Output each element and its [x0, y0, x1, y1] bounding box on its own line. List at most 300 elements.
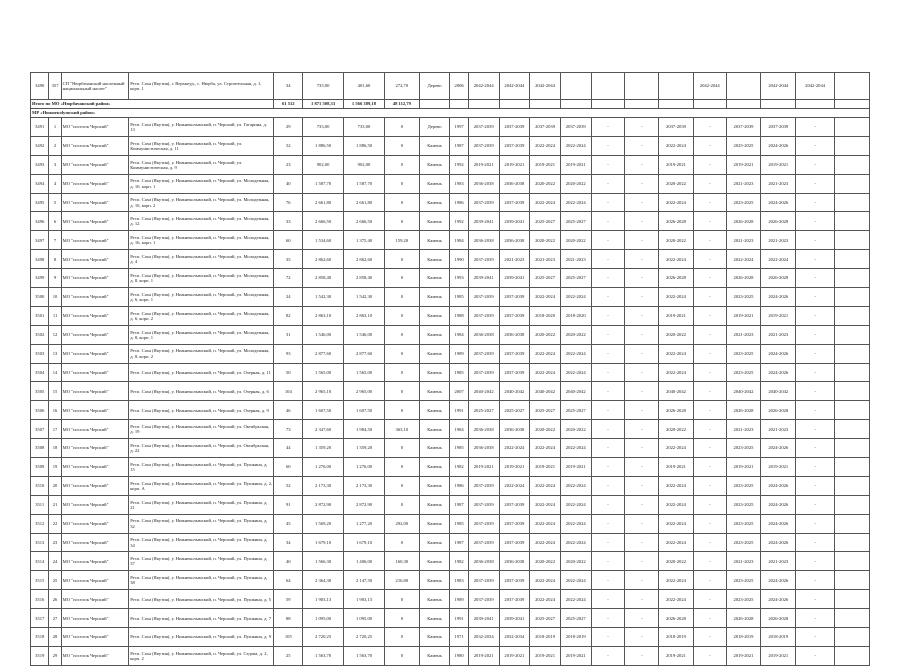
table-cell: 2022-2024: [659, 250, 694, 269]
table-cell: 2020-2022: [659, 552, 694, 571]
table-cell: 2026-2028: [659, 212, 694, 231]
table-cell: -: [591, 118, 625, 137]
table-cell: 2037-2039: [499, 193, 530, 212]
table-cell: МО "поселок Черский": [61, 420, 129, 439]
table-cell: -: [693, 136, 726, 155]
table-cell: -: [625, 571, 659, 590]
table-cell: 160,30: [384, 552, 419, 571]
table-row: [31, 420, 870, 439]
table-cell: 2037-2039: [659, 118, 694, 137]
table-cell: Респ. Саха (Якутия), у. Нижнеколымский, п. Черский, ул. Пушкина, д. 2, корп. А: [129, 476, 274, 495]
table-cell: [835, 325, 870, 344]
table-cell: 3503: [31, 344, 49, 363]
empty-cell: [659, 100, 694, 109]
table-cell: 7: [49, 231, 61, 250]
table-cell: МО "поселок Черский": [61, 646, 129, 665]
table-cell: 3501: [31, 306, 49, 325]
table-cell: -: [693, 458, 726, 477]
table-cell: 3492: [31, 136, 49, 155]
table-cell: 3517: [31, 609, 49, 628]
table-cell: [835, 401, 870, 420]
table-cell: 0: [384, 495, 419, 514]
table-cell: МО "поселок Черский": [61, 495, 129, 514]
table-cell: [835, 118, 870, 137]
table-cell: 2037-2039: [499, 571, 530, 590]
table-cell: 34: [274, 73, 303, 100]
table-cell: 2023-2025: [726, 476, 761, 495]
table-cell: 2036-2038: [499, 325, 530, 344]
table-cell: Респ. Саха (Якутия), у. Нижнеколымский, п. Черский, ул. Коммунистическая, д. 9: [129, 155, 274, 174]
table-cell: 2022-2024: [530, 363, 561, 382]
table-cell: 2022-2024: [659, 495, 694, 514]
table-cell: -: [625, 628, 659, 647]
table-row: [31, 646, 870, 665]
table-cell: 159,20: [384, 231, 419, 250]
table-cell: 2 877,60: [344, 344, 385, 363]
table-cell: 2037-2039: [499, 344, 530, 363]
table-cell: Камень: [419, 231, 450, 250]
table-cell: МО "поселок Черский": [61, 590, 129, 609]
table-cell: Респ. Саха (Якутия), у. Нижнеколымский, п. Черский, ул. Молодежная, д. 10, корп. 1: [129, 174, 274, 193]
table-cell: 0: [384, 118, 419, 137]
table-cell: 2036-2038: [499, 231, 530, 250]
table-cell: 2040-2042: [468, 382, 499, 401]
table-cell: 2037-2039: [499, 590, 530, 609]
table-cell: -: [693, 590, 726, 609]
table-cell: Камень: [419, 363, 450, 382]
table-cell: [835, 363, 870, 382]
table-cell: [835, 250, 870, 269]
table-cell: -: [796, 288, 835, 307]
table-cell: [835, 155, 870, 174]
table-cell: 2022-2024: [659, 288, 694, 307]
table-cell: -: [625, 646, 659, 665]
table-cell: 0: [384, 212, 419, 231]
table-cell: 1983: [450, 571, 468, 590]
table-cell: 735,00: [303, 73, 344, 100]
table-cell: 2019-2021: [499, 155, 530, 174]
table-cell: -: [591, 325, 625, 344]
table-cell: Камень: [419, 193, 450, 212]
table-cell: 91: [274, 495, 303, 514]
table-row: [31, 250, 870, 269]
table-cell: МО "поселок Черский": [61, 533, 129, 552]
table-cell: 2022-2024: [530, 439, 561, 458]
table-cell: 2040-2042: [530, 382, 561, 401]
table-cell: Респ. Саха (Якутия), у. Нижнеколымский, п. Черский, ул. Молодежная, д. 6, корп. 1: [129, 288, 274, 307]
table-cell: МО "поселок Черский": [61, 212, 129, 231]
table-cell: 0: [384, 590, 419, 609]
table-cell: 2026-2028: [659, 269, 694, 288]
table-cell: 2022-2024: [530, 193, 561, 212]
table-cell: 1986: [450, 476, 468, 495]
table-cell: [591, 73, 625, 100]
table-cell: МО "поселок Черский": [61, 231, 129, 250]
table-cell: -: [693, 155, 726, 174]
table-cell: 1971: [450, 628, 468, 647]
table-cell: 0: [384, 458, 419, 477]
table-cell: 2036-2038: [468, 174, 499, 193]
table-cell: 2021-2023: [761, 325, 796, 344]
table-cell: 292,00: [384, 514, 419, 533]
table-cell: 2042-2044: [796, 73, 835, 100]
table-cell: 2026-2028: [726, 401, 761, 420]
empty-cell: [468, 100, 499, 109]
empty-cell: [796, 100, 835, 109]
table-cell: 1985: [450, 288, 468, 307]
table-cell: 2022-2024: [560, 533, 591, 552]
table-cell: 2022-2024: [659, 514, 694, 533]
table-cell: 2 173,30: [303, 476, 344, 495]
table-cell: 2024-2026: [761, 344, 796, 363]
table-cell: -: [591, 382, 625, 401]
table-cell: 3513: [31, 533, 49, 552]
table-cell: 1 277,20: [344, 514, 385, 533]
table-cell: 2 364,30: [303, 571, 344, 590]
total-value: 61 512: [274, 100, 303, 109]
table-row: [31, 136, 870, 155]
table-cell: 0: [384, 646, 419, 665]
table-cell: 2020-2022: [659, 231, 694, 250]
table-cell: 3499: [31, 269, 49, 288]
table-cell: [835, 495, 870, 514]
table-row: [31, 73, 870, 100]
table-cell: Респ. Саха (Якутия), у. Нижнеколымский, п. Черский, ул. Молодежная, д. 4: [129, 250, 274, 269]
table-cell: 1 095,00: [344, 609, 385, 628]
table-cell: 2037-2039: [499, 514, 530, 533]
table-cell: Респ. Саха (Якутия), у. Нижнеколымский, п. Черский, ул. Молодежная, д. 12: [129, 212, 274, 231]
table-cell: 2024-2026: [761, 193, 796, 212]
table-cell: -: [591, 155, 625, 174]
table-cell: Респ. Саха (Якутия), у. Нижнеколымский, п. Черский, ул. Озерная, д. 11: [129, 363, 274, 382]
table-cell: 16: [49, 401, 61, 420]
table-cell: -: [591, 212, 625, 231]
empty-cell: [450, 100, 468, 109]
table-cell: 2036-2038: [468, 552, 499, 571]
table-cell: -: [625, 439, 659, 458]
table-cell: Респ. Саха (Якутия), у. Нижнеколымский, п. Черский, ул. Молодежная, д. 16, корп. 1: [129, 231, 274, 250]
table-cell: 2037-2039: [468, 193, 499, 212]
table-cell: 2020-2022: [560, 552, 591, 571]
table-cell: [835, 136, 870, 155]
table-cell: 9: [49, 269, 61, 288]
table-cell: Респ. Саха (Якутия), г. Верхнеуд., с. Нюрба, ул. Строительная, д. 1, корп. 1: [129, 73, 274, 100]
table-cell: 1 565,00: [303, 363, 344, 382]
table-cell: -: [796, 533, 835, 552]
table-cell: 1 679,10: [344, 533, 385, 552]
table-cell: 15: [49, 382, 61, 401]
table-cell: -: [625, 174, 659, 193]
table-cell: 40: [274, 552, 303, 571]
table-cell: 2024-2026: [761, 476, 796, 495]
table-cell: 20: [49, 476, 61, 495]
table-cell: 2037-2039: [468, 118, 499, 137]
table-cell: 2020-2022: [530, 231, 561, 250]
table-cell: 2021-2023: [560, 250, 591, 269]
table-cell: -: [591, 401, 625, 420]
table-cell: 1 276,00: [303, 458, 344, 477]
table-cell: -: [693, 495, 726, 514]
table-cell: 2021-2023: [726, 325, 761, 344]
table-cell: МО "поселок Черский": [61, 269, 129, 288]
table-cell: 2019-2021: [560, 458, 591, 477]
table-cell: 2025-2027: [560, 269, 591, 288]
table-cell: 1992: [450, 212, 468, 231]
table-cell: 2026-2028: [761, 609, 796, 628]
table-row: [31, 363, 870, 382]
table-cell: 2036-2038: [468, 231, 499, 250]
table-row: [31, 401, 870, 420]
table-cell: 2036-2038: [499, 552, 530, 571]
table-cell: 3508: [31, 439, 49, 458]
table-row: [31, 269, 870, 288]
table-cell: [835, 288, 870, 307]
table-cell: 1985: [450, 439, 468, 458]
table-cell: 76: [274, 193, 303, 212]
table-cell: 2026-2028: [761, 269, 796, 288]
table-cell: 2020-2022: [560, 231, 591, 250]
table-cell: 2022-2024: [560, 288, 591, 307]
table-cell: 2019-2021: [560, 646, 591, 665]
table-cell: 2025-2027: [468, 401, 499, 420]
table-cell: 2037-2039: [468, 476, 499, 495]
table-cell: 2024-2026: [761, 590, 796, 609]
table-cell: МО "поселок Черский": [61, 193, 129, 212]
table-cell: 2020-2022: [560, 174, 591, 193]
table-cell: 2023-2025: [726, 533, 761, 552]
table-cell: 2042-2044: [761, 73, 796, 100]
table-cell: 0: [384, 306, 419, 325]
table-cell: 82: [274, 306, 303, 325]
table-cell: Респ. Саха (Якутия), у. Нижнеколымский, п. Черский, ул. Пушкина, д. 34: [129, 533, 274, 552]
table-cell: 2021-2023: [726, 231, 761, 250]
table-cell: -: [591, 628, 625, 647]
table-cell: 2039-2041: [468, 269, 499, 288]
empty-cell: [726, 100, 761, 109]
table-cell: 2021-2023: [726, 174, 761, 193]
table-cell: 2025-2027: [530, 212, 561, 231]
table-cell: Респ. Саха (Якутия), у. Нижнеколымский, п. Черский, ул. Озерная, д. 6: [129, 382, 274, 401]
table-cell: 2023-2025: [726, 590, 761, 609]
table-cell: -: [625, 325, 659, 344]
table-cell: 2024-2026: [761, 495, 796, 514]
table-cell: 1 546,00: [344, 325, 385, 344]
table-cell: МО "поселок Черский": [61, 439, 129, 458]
table-cell: -: [625, 306, 659, 325]
table-cell: 2039-2041: [499, 609, 530, 628]
table-cell: [835, 269, 870, 288]
table-cell: 2006: [450, 73, 468, 100]
table-cell: 2022-2024: [530, 344, 561, 363]
table-cell: -: [796, 495, 835, 514]
table-cell: 2036-2038: [499, 174, 530, 193]
table-cell: [835, 590, 870, 609]
table-cell: 3: [49, 155, 61, 174]
table-cell: 2020-2022: [530, 552, 561, 571]
table-cell: 2020-2022: [659, 325, 694, 344]
table-cell: 2036-2038: [468, 439, 499, 458]
table-cell: 2021-2023: [761, 174, 796, 193]
table-cell: МО "поселок Черский": [61, 363, 129, 382]
table-cell: -: [796, 306, 835, 325]
table-cell: 902,00: [303, 155, 344, 174]
table-row: [31, 590, 870, 609]
table-cell: 2023-2025: [726, 344, 761, 363]
table-cell: 1982: [450, 552, 468, 571]
table-cell: -: [591, 439, 625, 458]
table-cell: -: [625, 533, 659, 552]
table-cell: МО "поселок Черский": [61, 136, 129, 155]
table-cell: 1: [49, 118, 61, 137]
table-cell: Камень: [419, 476, 450, 495]
table-cell: 1989: [450, 590, 468, 609]
table-row: [31, 193, 870, 212]
table-cell: Камень: [419, 155, 450, 174]
table-cell: -: [796, 118, 835, 137]
table-cell: 1 607,50: [303, 401, 344, 420]
table-cell: 46: [274, 401, 303, 420]
table-cell: 2 720,25: [303, 628, 344, 647]
table-row: [31, 439, 870, 458]
table-cell: -: [796, 174, 835, 193]
table-cell: 33: [274, 212, 303, 231]
table-cell: 2022-2024: [530, 476, 561, 495]
table-cell: 1 566,30: [303, 552, 344, 571]
table-cell: 18: [49, 439, 61, 458]
table-cell: Дерево: [419, 73, 450, 100]
table-cell: -: [625, 250, 659, 269]
table-cell: 2037-2039: [468, 533, 499, 552]
table-cell: 1980: [450, 646, 468, 665]
table-cell: -: [796, 590, 835, 609]
table-cell: [835, 174, 870, 193]
table-cell: 2042-2044: [693, 73, 726, 100]
table-cell: 1984: [450, 231, 468, 250]
table-cell: -: [693, 344, 726, 363]
table-cell: 2022-2024: [560, 136, 591, 155]
table-cell: -: [796, 250, 835, 269]
table-cell: 2 147,50: [344, 571, 385, 590]
table-cell: -: [693, 325, 726, 344]
table-cell: -: [693, 382, 726, 401]
table-cell: 2022-2024: [560, 514, 591, 533]
table-cell: [835, 646, 870, 665]
table-cell: 8: [49, 250, 61, 269]
table-cell: 2022-2024: [530, 514, 561, 533]
table-cell: 2026-2028: [726, 269, 761, 288]
table-cell: -: [591, 174, 625, 193]
table-cell: 2023-2025: [726, 514, 761, 533]
table-cell: 13: [49, 344, 61, 363]
table-row: [31, 609, 870, 628]
table-cell: 2037-2039: [468, 136, 499, 155]
table-cell: 2019-2021: [659, 458, 694, 477]
table-cell: 2036-2038: [468, 325, 499, 344]
table-cell: 1991: [450, 401, 468, 420]
table-cell: 10: [49, 288, 61, 307]
table-cell: 2037-2039: [468, 306, 499, 325]
table-cell: 2037-2039: [468, 495, 499, 514]
table-row: [31, 231, 870, 250]
table-cell: 2024-2026: [761, 439, 796, 458]
total-value: 1 566 389,18: [344, 100, 385, 109]
table-cell: 3506: [31, 401, 49, 420]
table-cell: [835, 476, 870, 495]
table-cell: 3496: [31, 212, 49, 231]
table-cell: 3518: [31, 628, 49, 647]
table-cell: 29: [274, 118, 303, 137]
table-cell: 0: [384, 288, 419, 307]
table-row: [31, 514, 870, 533]
table-cell: -: [591, 552, 625, 571]
table-cell: 2040-2042: [499, 382, 530, 401]
table-cell: 2037-2039: [468, 571, 499, 590]
table-cell: -: [625, 288, 659, 307]
table-cell: -: [625, 231, 659, 250]
table-cell: 2018-2020: [530, 306, 561, 325]
table-cell: 2 661,80: [344, 193, 385, 212]
table-cell: 19: [49, 458, 61, 477]
table-cell: -: [625, 458, 659, 477]
table-cell: 29: [49, 646, 61, 665]
table-cell: Респ. Саха (Якутия), у. Нижнеколымский, п. Черский, ул. Пушкина, д. 21: [129, 495, 274, 514]
table-cell: -: [693, 439, 726, 458]
table-cell: -: [796, 231, 835, 250]
table-cell: 2042-2044: [468, 73, 499, 100]
table-cell: -: [693, 514, 726, 533]
table-cell: 2024-2026: [761, 363, 796, 382]
table-cell: -: [693, 250, 726, 269]
table-cell: -: [591, 288, 625, 307]
table-cell: 1985: [450, 514, 468, 533]
table-cell: Камень: [419, 401, 450, 420]
table-cell: -: [591, 136, 625, 155]
table-cell: Камень: [419, 344, 450, 363]
table-cell: 2020-2022: [560, 420, 591, 439]
table-row: [31, 382, 870, 401]
table-row: [31, 325, 870, 344]
table-cell: 2022-2024: [761, 250, 796, 269]
table-row: [31, 118, 870, 137]
table-cell: 21: [49, 495, 61, 514]
table-cell: 2020-2022: [659, 174, 694, 193]
table-cell: 2019-2021: [468, 458, 499, 477]
table-cell: 1987: [450, 136, 468, 155]
table-cell: 2026-2028: [659, 401, 694, 420]
table-cell: 2039-2041: [468, 609, 499, 628]
table-cell: Камень: [419, 136, 450, 155]
table-cell: 1 984,50: [344, 420, 385, 439]
housing-table: [30, 72, 870, 666]
table-row: [31, 476, 870, 495]
table-cell: 2040-2042: [560, 382, 591, 401]
table-cell: 23: [274, 155, 303, 174]
table-cell: 24: [274, 288, 303, 307]
table-cell: Камень: [419, 269, 450, 288]
table-cell: 2023-2025: [726, 288, 761, 307]
table-cell: 1 542,30: [303, 288, 344, 307]
table-cell: -: [796, 420, 835, 439]
table-cell: 2019-2021: [761, 155, 796, 174]
table-cell: 2026-2028: [726, 609, 761, 628]
table-cell: [835, 458, 870, 477]
table-cell: 1 095,00: [303, 609, 344, 628]
table-cell: Камень: [419, 590, 450, 609]
table-cell: 2022-2024: [530, 136, 561, 155]
table-cell: 1987: [450, 533, 468, 552]
table-cell: 2 872,90: [344, 495, 385, 514]
table-cell: -: [591, 571, 625, 590]
